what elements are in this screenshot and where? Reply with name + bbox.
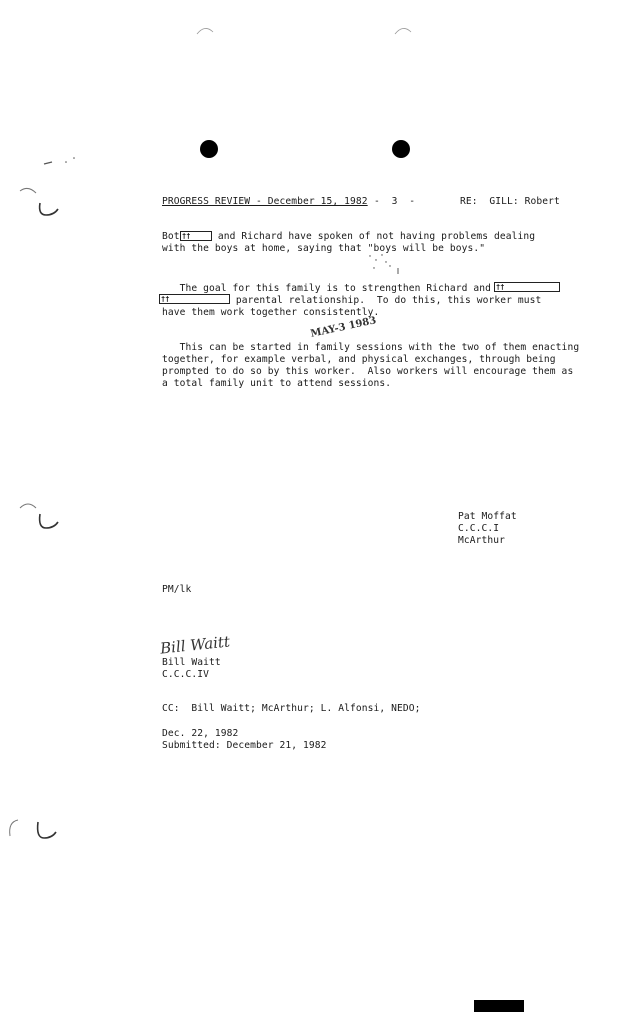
- scan-mark-top: [195, 22, 435, 38]
- para2-line2: parental relationship. To do this, this worker must: [230, 295, 542, 306]
- received-stamp: MAY-3 1983: [309, 315, 378, 340]
- scan-mark-left-3: [4, 812, 64, 852]
- para2-line1: The goal for this family is to strengthen Richard and: [162, 283, 492, 294]
- submitted-date: Submitted: December 21, 1982: [162, 740, 327, 751]
- binder-hole-right: [392, 140, 410, 158]
- redaction-box-2: [494, 282, 560, 292]
- para3-line3: prompted to do so by this worker. Also workers will encourage them as: [162, 366, 574, 377]
- author-title: C.C.C.I: [458, 523, 500, 534]
- author-location: McArthur: [458, 535, 506, 546]
- redaction-tag: ††: [496, 283, 505, 291]
- cc-line: CC: Bill Waitt; McArthur; L. Alfonsi, NEDO;: [162, 703, 421, 714]
- typist-initials: PM/lk: [162, 584, 192, 595]
- supervisor-title: C.C.C.IV: [162, 669, 210, 680]
- para3-line4: a total family unit to attend sessions.: [162, 378, 392, 389]
- redaction-box-1: [180, 231, 212, 241]
- scan-speckle: [360, 252, 410, 282]
- redaction-tag: ††: [161, 295, 170, 303]
- para3-line1: This can be started in family sessions with the two of them enacting: [162, 342, 580, 353]
- para3-line2: together, for example verbal, and physical exchanges, through being: [162, 354, 556, 365]
- page-number: - 3 -: [374, 196, 416, 207]
- scan-mark-left-1: [16, 185, 66, 225]
- para1-prefix: Bot: [162, 231, 180, 242]
- binder-hole-left: [200, 140, 218, 158]
- redaction-tag: ††: [182, 232, 191, 240]
- header-re: RE: GILL: Robert: [460, 196, 560, 207]
- document-date: Dec. 22, 1982: [162, 728, 239, 739]
- scan-mark-left-2: [16, 500, 66, 540]
- header-title: PROGRESS REVIEW - December 15, 1982: [162, 196, 368, 207]
- supervisor-name: Bill Waitt: [162, 657, 221, 668]
- para1-line2: with the boys at home, saying that "boys will be boys.": [162, 243, 486, 254]
- para2-line3: have them work together consistently.: [162, 307, 380, 318]
- author-name: Pat Moffat: [458, 511, 517, 522]
- para1-line1: and Richard have spoken of not having problems dealing: [212, 231, 536, 242]
- redaction-box-3: [159, 294, 230, 304]
- bottom-redaction-bar: [474, 1000, 524, 1012]
- scan-mark-dots: [40, 150, 80, 170]
- handwritten-signature: Bill Waitt: [159, 632, 231, 658]
